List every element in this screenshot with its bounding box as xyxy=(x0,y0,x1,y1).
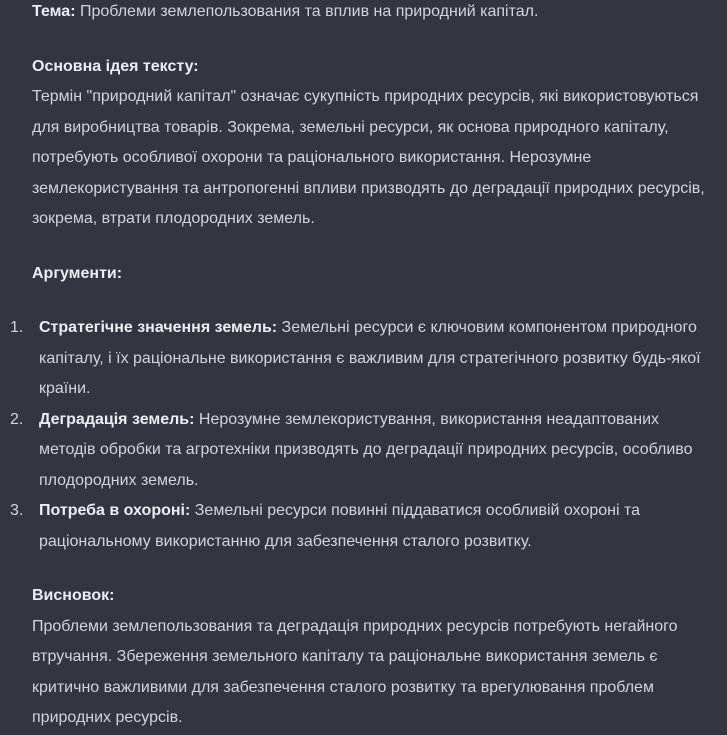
conclusion-heading: Висновок: xyxy=(32,587,115,604)
theme-text: Проблеми землепользования та вплив на природний капітал. xyxy=(75,3,539,20)
main-idea-text: Термін "природний капітал" означає сукупність природних ресурсів, які використовуються для виробництва товарів. Зокрема, земельні ресурси, як основа природного капіталу, потребують особливої охорони та раціонального використання. Нерозумне землекористування та антропогенні впливи призводять до деградації природних ресурсів, зокрема, втрати плодородних земель. xyxy=(32,88,705,227)
conclusion-section xyxy=(32,581,707,734)
argument-text: Нерозумне землекористування, використання неадаптованих методів обробки та агротехніки призводять до деградації природних ресурсів, особливо плодородних земель. xyxy=(39,410,693,489)
conclusion-text: Проблеми землепользования та деградація природних ресурсів потребують негайного втручання. Збереження земельного капіталу та раціональне використання земель є критично важливими для забезпечення сталого розвитку та врегулювання проблем природних ресурсів. xyxy=(32,617,678,726)
argument-item xyxy=(10,405,707,497)
argument-item xyxy=(10,496,707,557)
arguments-heading: Аргументи: xyxy=(32,264,123,282)
theme-label: Тема: xyxy=(32,3,76,20)
argument-text: Земельні ресурси є ключовим компонентом природного капіталу, і їх раціональне використання є важливим для стратегічного розвитку будь-якої країни. xyxy=(39,319,701,397)
argument-number: 3. xyxy=(10,502,24,519)
argument-title: Потреба в охороні: xyxy=(39,502,191,519)
argument-item xyxy=(10,313,707,405)
argument-number: 2. xyxy=(10,410,24,428)
argument-title: Деградація земель: xyxy=(39,410,195,428)
theme-paragraph xyxy=(32,0,707,28)
main-idea-heading: Основна ідея тексту: xyxy=(32,57,199,75)
arguments-list xyxy=(10,313,707,557)
argument-number: 1. xyxy=(10,319,24,336)
main-idea-section xyxy=(32,52,707,235)
argument-title: Стратегічне значення земель: xyxy=(39,319,278,336)
arguments-section xyxy=(10,259,707,558)
argument-text: Земельні ресурси повинні піддаватися особливій охороні та раціональному використанню для забезпечення сталого розвитку. xyxy=(39,502,641,550)
